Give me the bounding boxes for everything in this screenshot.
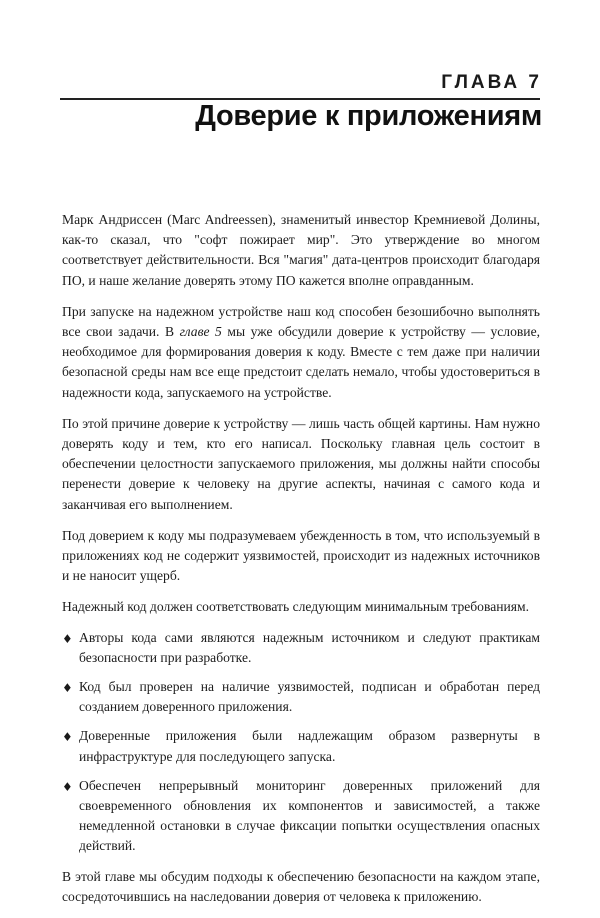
chapter-number-label: ГЛАВА 7	[441, 72, 542, 93]
paragraph-code-trust-definition: Под доверием к коду мы подразумеваем убежденность в том, что используемый в приложениях код не содержит уязвимостей, происходит из надежных источников и не наносит ущерб.	[62, 527, 540, 584]
list-item	[62, 776, 540, 857]
list-item-text: Обеспечен непрерывный мониторинг доверенных приложений для своевременного обновления их компонентов и зависимостей, а также немедленной остановки в случае фиксации попытки осуществления опасных действий.	[79, 777, 540, 854]
diamond-bullet-icon: ♦	[62, 681, 73, 696]
list-item-text: Доверенные приложения были надлежащим образом развернуты в инфраструктуре для последующего запуска.	[79, 728, 540, 764]
list-item	[62, 726, 540, 766]
paragraph-requirements-intro: Надежный код должен соответствовать следующим минимальным требованиям.	[62, 599, 530, 615]
list-item-text: Авторы кода сами являются надежным источником и следуют практикам безопасности при разработке.	[79, 629, 540, 665]
paragraph-text: мы уже обсудили доверие к устройству — условие, необходимое для формирования доверия к коду. Вместе с тем даже при наличии безопасной среды нам все еще предстоит сделать немало, чтобы удостовериться в надежности кода, запускаемого на устройстве.	[62, 324, 541, 400]
diamond-bullet-icon: ♦	[62, 779, 73, 794]
paragraph-text: При запуске на надежном устройстве наш код способен безошибочно выполнять все свои задачи. В	[62, 303, 540, 340]
diamond-bullet-icon: ♦	[62, 631, 73, 646]
requirements-list	[62, 628, 540, 857]
list-item	[62, 677, 540, 717]
list-item	[62, 628, 540, 668]
paragraph-intro: Марк Андриссен (Marc Andreessen), знаменитый инвестор Кремниевой Долины, как-то сказал, что "софт пожирает мир". Это утверждение во многом соответствует действительности. Вся "магия" дата-центров происходит благодаря ПО, и наше желание доверять этому ПО кажется вполне оправданным.	[62, 212, 540, 288]
paragraph-trusted-device	[62, 302, 540, 403]
chapter-body	[62, 210, 540, 918]
chapter-reference: главе 5	[179, 324, 222, 340]
paragraph-closing: В этой главе мы обсудим подходы к обеспечению безопасности на каждом этапе, сосредоточившись на наследовании доверия от человека к приложению.	[62, 868, 540, 904]
chapter-title: Доверие к приложениям	[195, 100, 542, 132]
diamond-bullet-icon: ♦	[62, 730, 73, 745]
list-item-text: Код был проверен на наличие уязвимостей, подписан и обработан перед созданием доверенного приложения.	[79, 679, 540, 715]
paragraph-trust-picture: По этой причине доверие к устройству — лишь часть общей картины. Нам нужно доверять коду и тем, кто его написал. Поскольку главная цель состоит в обеспечении целостности запускаемого приложения, мы должны найти способы перенести доверие к человеку на другие аспекты, начиная с самого кода и заканчивая его выполнением.	[62, 415, 540, 512]
